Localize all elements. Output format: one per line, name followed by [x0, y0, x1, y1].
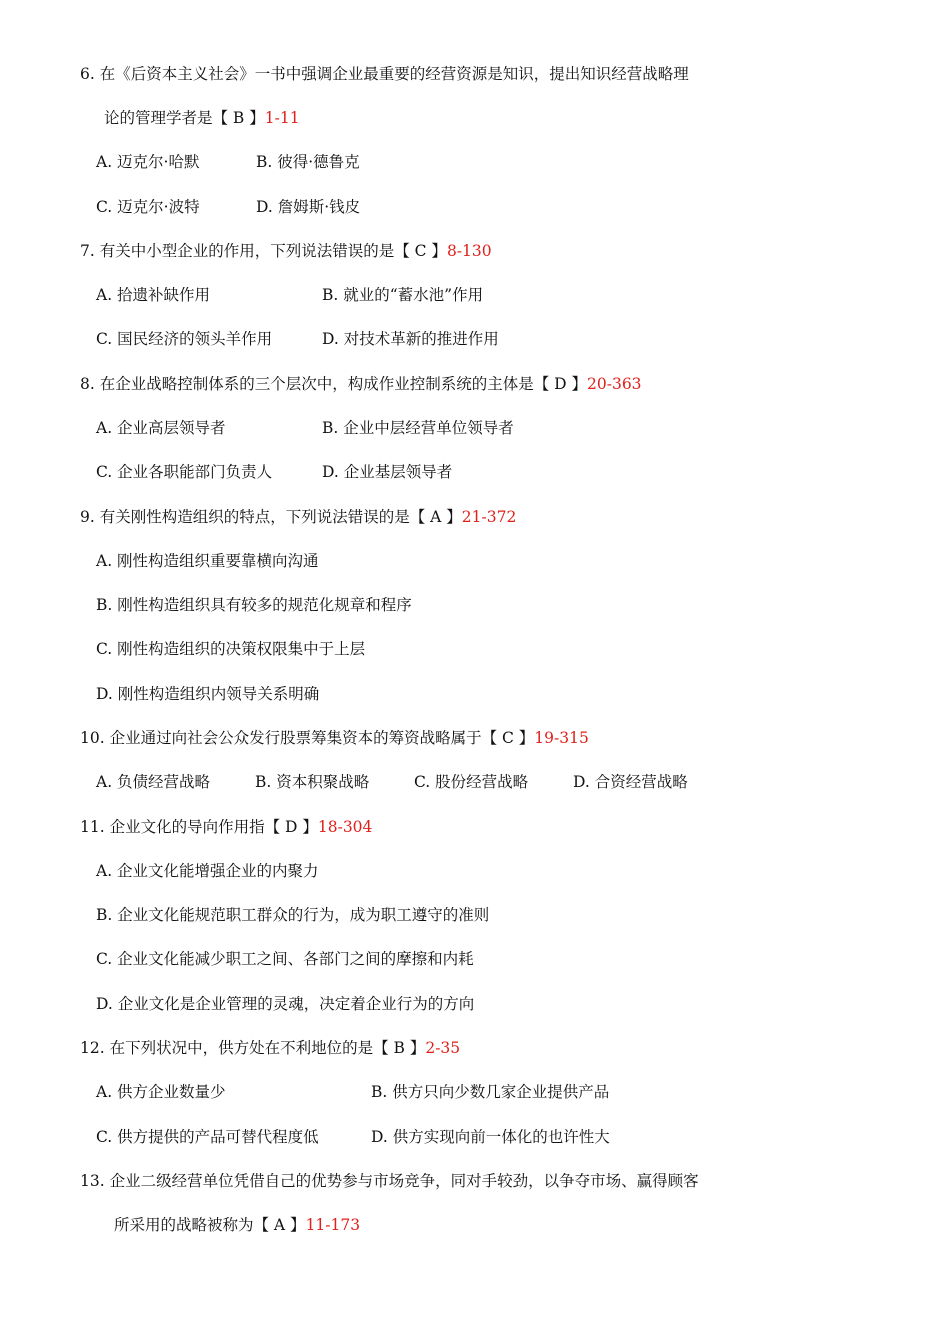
question-6-option-b: B. 彼得·德鲁克 — [256, 153, 360, 171]
question-13-stem-line2 — [114, 1215, 360, 1235]
question-12-stem-text: 12. 在下列状况中，供方处在不利地位的是【 B 】 — [80, 1039, 426, 1057]
question-11-option-b: B. 企业文化能规范职工群众的行为，成为职工遵守的准则 — [96, 906, 490, 924]
question-8-page-reference: 20-363 — [587, 375, 642, 393]
question-10-option-d: D. 合资经营战略 — [573, 773, 688, 791]
question-9-stem-text: 9. 有关刚性构造组织的特点，下列说法错误的是【 A 】 — [80, 508, 462, 526]
question-6-option-c: C. 迈克尔·波特 — [96, 198, 200, 216]
question-11-stem-text: 11. 企业文化的导向作用指【 D 】 — [80, 818, 318, 836]
question-9-stem — [80, 507, 516, 527]
question-7-stem — [80, 241, 492, 261]
question-9-option-b: B. 刚性构造组织具有较多的规范化规章和程序 — [96, 596, 412, 614]
question-13-stem-line1: 13. 企业二级经营单位凭借自己的优势参与市场竞争，同对手较劲，以争夺市场、赢得顾客 — [80, 1172, 699, 1190]
question-7-option-d: D. 对技术革新的推进作用 — [322, 330, 499, 348]
question-9-option-a: A. 刚性构造组织重要靠横向沟通 — [96, 552, 319, 570]
question-10-stem-text: 10. 企业通过向社会公众发行股票筹集资本的筹资战略属于【 C 】 — [80, 729, 535, 747]
question-10-option-a: A. 负债经营战略 — [96, 773, 211, 791]
question-11-page-reference: 18-304 — [317, 818, 373, 836]
question-8-option-d: D. 企业基层领导者 — [322, 463, 453, 481]
question-9-page-reference: 21-372 — [461, 508, 517, 526]
question-8-stem-text: 8. 在企业战略控制体系的三个层次中，构成作业控制系统的主体是【 D 】 — [80, 375, 587, 393]
question-7-page-reference: 8-130 — [446, 242, 492, 260]
question-11-option-d: D. 企业文化是企业管理的灵魂，决定着企业行为的方向 — [96, 995, 475, 1013]
question-12-stem — [80, 1038, 460, 1058]
question-8-stem — [80, 374, 642, 394]
question-7-option-a: A. 拾遗补缺作用 — [96, 286, 211, 304]
question-10-option-c: C. 股份经营战略 — [414, 773, 529, 791]
question-12-page-reference: 2-35 — [425, 1039, 461, 1057]
question-12-option-c: C. 供方提供的产品可替代程度低 — [96, 1128, 319, 1146]
question-11-option-a: A. 企业文化能增强企业的内聚力 — [96, 862, 319, 880]
question-11-option-c: C. 企业文化能减少职工之间、各部门之间的摩擦和内耗 — [96, 950, 474, 968]
question-7-option-c: C. 国民经济的领头羊作用 — [96, 330, 273, 348]
question-6-option-d: D. 詹姆斯·钱皮 — [256, 198, 361, 216]
question-9-option-d: D. 刚性构造组织内领导关系明确 — [96, 685, 320, 703]
question-12-option-a: A. 供方企业数量少 — [96, 1083, 226, 1101]
question-10-option-b: B. 资本积聚战略 — [255, 773, 370, 791]
question-6-page-reference: 1-11 — [264, 109, 300, 127]
question-8-option-b: B. 企业中层经营单位领导者 — [322, 419, 514, 437]
question-6-stem-text: 论的管理学者是【 B 】 — [104, 109, 265, 127]
question-6-option-a: A. 迈克尔·哈默 — [96, 153, 200, 171]
question-7-option-b: B. 就业的“蓄水池”作用 — [322, 286, 484, 304]
question-7-stem-text: 7. 有关中小型企业的作用，下列说法错误的是【 C 】 — [80, 242, 447, 260]
question-6-stem-line2 — [104, 108, 300, 128]
question-12-option-b: B. 供方只向少数几家企业提供产品 — [371, 1083, 610, 1101]
question-9-option-c: C. 刚性构造组织的决策权限集中于上层 — [96, 640, 366, 658]
question-10-stem — [80, 728, 589, 748]
question-8-option-a: A. 企业高层领导者 — [96, 419, 226, 437]
question-6-stem-line1: 6. 在《后资本主义社会》一书中强调企业最重要的经营资源是知识，提出知识经营战略理 — [80, 65, 689, 83]
question-11-stem — [80, 817, 372, 837]
question-10-page-reference: 19-315 — [534, 729, 589, 747]
question-13-page-reference: 11-173 — [305, 1216, 361, 1234]
question-12-option-d: D. 供方实现向前一体化的也许性大 — [371, 1128, 610, 1146]
question-13-stem-text: 所采用的战略被称为【 A 】 — [114, 1216, 306, 1234]
question-8-option-c: C. 企业各职能部门负责人 — [96, 463, 273, 481]
